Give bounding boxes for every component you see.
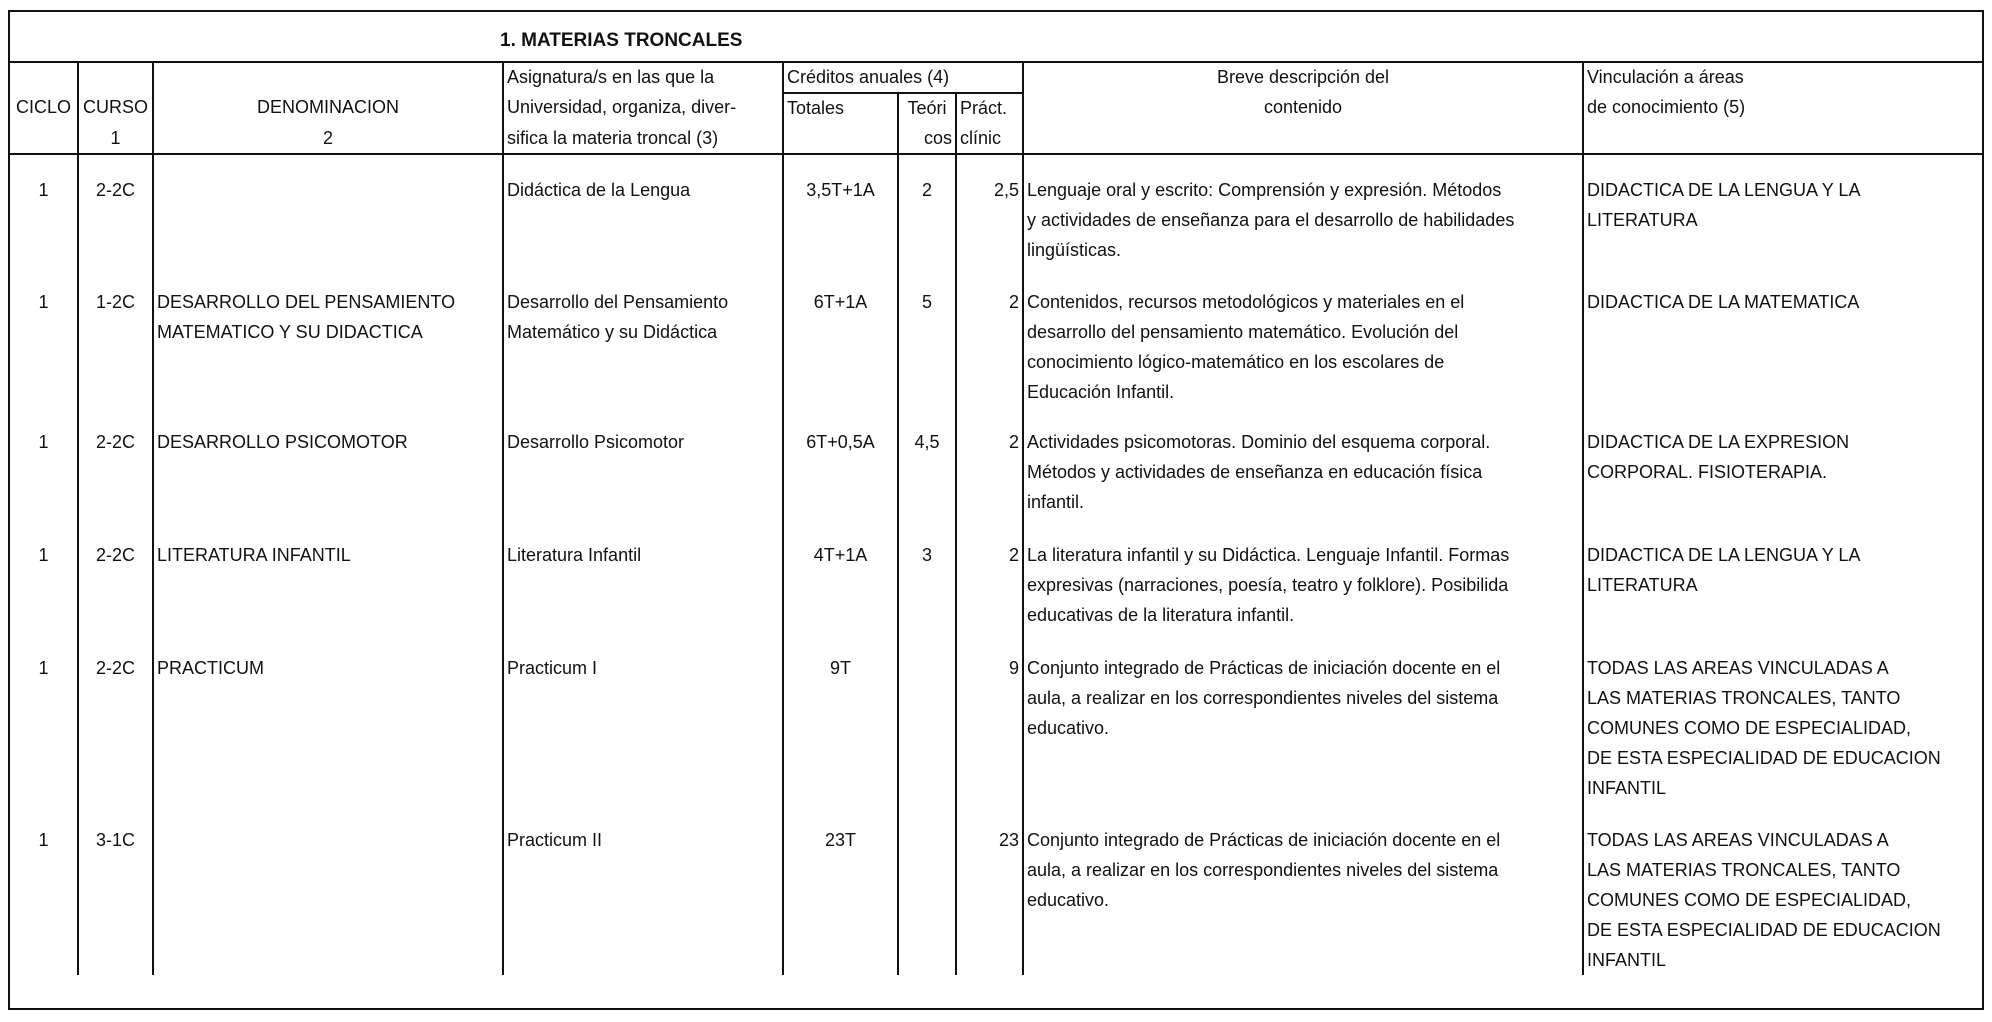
descripcion-cell-line: Conjunto integrado de Prácticas de iniciación docente en el bbox=[1027, 830, 1501, 850]
vinculacion-cell bbox=[1583, 154, 1982, 267]
header-practicos-l1: Práct. bbox=[956, 93, 1023, 123]
descripcion-cell-line: lingüísticas. bbox=[1027, 240, 1122, 260]
practicos-cell: 2 bbox=[956, 267, 1023, 407]
curso-cell: 2-2C bbox=[78, 407, 153, 520]
descripcion-cell-line: Conjunto integrado de Prácticas de iniciación docente en el bbox=[1027, 658, 1501, 678]
asignatura-cell bbox=[503, 154, 783, 267]
vinculacion-cell bbox=[1583, 805, 1982, 975]
descripcion-cell-line: y actividades de enseñanza para el desarrollo de habilidades bbox=[1027, 210, 1515, 230]
vinculacion-cell-line: TODAS LAS AREAS VINCULADAS A bbox=[1587, 830, 1889, 850]
descripcion-cell-line: desarrollo del pensamiento matemático. Evolución del bbox=[1027, 322, 1459, 342]
vinculacion-cell-line: DIDACTICA DE LA LENGUA Y LA bbox=[1587, 545, 1861, 565]
vinculacion-cell-line: INFANTIL bbox=[1587, 778, 1667, 798]
asignatura-cell-line: Desarrollo del Pensamiento bbox=[507, 292, 729, 312]
header-teoricos-l2: cos bbox=[898, 123, 956, 154]
vinculacion-cell-line: LITERATURA bbox=[1587, 575, 1698, 595]
header-ciclo-bottom bbox=[10, 123, 78, 154]
header-curso-num: 1 bbox=[78, 123, 153, 154]
totales-cell: 3,5T+1A bbox=[783, 154, 898, 267]
descripcion-cell-line: Métodos y actividades de enseñanza en educación física bbox=[1027, 462, 1483, 482]
asignatura-cell-line: Practicum I bbox=[507, 658, 598, 678]
header-asignatura-l2: Universidad, organiza, diver- bbox=[503, 93, 783, 123]
ciclo-cell: 1 bbox=[38, 432, 49, 452]
vinculacion-cell-line: DIDACTICA DE LA EXPRESION bbox=[1587, 432, 1850, 452]
header-asignatura-l1: Asignatura/s en las que la bbox=[503, 63, 783, 93]
asignatura-cell bbox=[503, 267, 783, 407]
ciclo-cell: 1 bbox=[38, 545, 49, 565]
descripcion-cell-line: educativo. bbox=[1027, 718, 1110, 738]
ciclo-cell: 1 bbox=[38, 658, 49, 678]
practicos-cell: 2 bbox=[956, 520, 1023, 633]
descripcion-cell-line: Educación Infantil. bbox=[1027, 382, 1175, 402]
denominacion-cell-line: DESARROLLO PSICOMOTOR bbox=[157, 432, 408, 452]
vinculacion-cell-line: COMUNES COMO DE ESPECIALIDAD, bbox=[1587, 890, 1912, 910]
vinculacion-cell-line: LAS MATERIAS TRONCALES, TANTO bbox=[1587, 688, 1901, 708]
totales-cell: 6T+0,5A bbox=[783, 407, 898, 520]
descripcion-cell-line: educativo. bbox=[1027, 890, 1110, 910]
curso-cell: 3-1C bbox=[78, 805, 153, 975]
materias-table bbox=[10, 63, 1982, 975]
denominacion-cell-line: LITERATURA INFANTIL bbox=[157, 545, 351, 565]
descripcion-cell bbox=[1023, 154, 1583, 267]
table-row bbox=[10, 805, 1982, 975]
table-row bbox=[10, 267, 1982, 407]
header-vinculacion-l2: de conocimiento (5) bbox=[1583, 93, 1982, 123]
asignatura-cell-line: Matemático y su Didáctica bbox=[507, 322, 718, 342]
denominacion-cell bbox=[153, 154, 503, 267]
descripcion-cell bbox=[1023, 633, 1583, 805]
denominacion-cell-line: PRACTICUM bbox=[157, 658, 264, 678]
header-curso-top bbox=[78, 63, 153, 93]
denominacion-cell bbox=[153, 633, 503, 805]
table-body bbox=[10, 154, 1982, 975]
teoricos-cell bbox=[898, 633, 956, 805]
asignatura-cell bbox=[503, 805, 783, 975]
teoricos-cell: 2 bbox=[898, 154, 956, 267]
denominacion-cell bbox=[153, 407, 503, 520]
curso-cell: 2-2C bbox=[78, 633, 153, 805]
denominacion-cell bbox=[153, 520, 503, 633]
vinculacion-cell-line: DE ESTA ESPECIALIDAD DE EDUCACION bbox=[1587, 920, 1941, 940]
vinculacion-cell bbox=[1583, 407, 1982, 520]
header-creditos: Créditos anuales (4) bbox=[783, 63, 1023, 93]
header-descripcion-bottom bbox=[1023, 123, 1583, 154]
header-ciclo-top bbox=[10, 63, 78, 93]
curso-cell: 2-2C bbox=[78, 154, 153, 267]
totales-cell: 4T+1A bbox=[783, 520, 898, 633]
denominacion-cell-line: MATEMATICO Y SU DIDACTICA bbox=[157, 322, 423, 342]
table-row bbox=[10, 154, 1982, 267]
totales-cell: 9T bbox=[783, 633, 898, 805]
descripcion-cell-line: La literatura infantil y su Didáctica. Lenguaje Infantil. Formas bbox=[1027, 545, 1510, 565]
header-vinculacion-l1: Vinculación a áreas bbox=[1583, 63, 1982, 93]
header-practicos-l2: clínic bbox=[956, 123, 1023, 154]
teoricos-cell: 4,5 bbox=[898, 407, 956, 520]
header-asignatura-l3: sifica la materia troncal (3) bbox=[503, 123, 783, 154]
practicos-cell: 23 bbox=[956, 805, 1023, 975]
vinculacion-cell-line: COMUNES COMO DE ESPECIALIDAD, bbox=[1587, 718, 1912, 738]
teoricos-cell: 3 bbox=[898, 520, 956, 633]
vinculacion-cell-line: DE ESTA ESPECIALIDAD DE EDUCACION bbox=[1587, 748, 1941, 768]
teoricos-cell: 5 bbox=[898, 267, 956, 407]
vinculacion-cell-line: DIDACTICA DE LA MATEMATICA bbox=[1587, 292, 1860, 312]
descripcion-cell bbox=[1023, 267, 1583, 407]
ciclo-cell: 1 bbox=[38, 830, 49, 850]
curso-cell: 2-2C bbox=[78, 520, 153, 633]
table-header bbox=[10, 63, 1982, 154]
table-row bbox=[10, 407, 1982, 520]
descripcion-cell bbox=[1023, 407, 1583, 520]
asignatura-cell bbox=[503, 633, 783, 805]
asignatura-cell-line: Didáctica de la Lengua bbox=[507, 180, 691, 200]
descripcion-cell-line: Actividades psicomotoras. Dominio del esquema corporal. bbox=[1027, 432, 1491, 452]
descripcion-cell-line: Contenidos, recursos metodológicos y materiales en el bbox=[1027, 292, 1465, 312]
table-row bbox=[10, 633, 1982, 805]
practicos-cell: 2 bbox=[956, 407, 1023, 520]
table-row bbox=[10, 520, 1982, 633]
header-descripcion-l1: Breve descripción del bbox=[1023, 63, 1583, 93]
vinculacion-cell bbox=[1583, 520, 1982, 633]
descripcion-cell bbox=[1023, 520, 1583, 633]
denominacion-cell-line: DESARROLLO DEL PENSAMIENTO bbox=[157, 292, 456, 312]
header-totales: Totales bbox=[783, 93, 898, 123]
title-row bbox=[10, 12, 1982, 63]
curso-cell: 1-2C bbox=[78, 267, 153, 407]
asignatura-cell bbox=[503, 407, 783, 520]
denominacion-cell bbox=[153, 805, 503, 975]
header-denominacion: DENOMINACION bbox=[153, 93, 503, 123]
asignatura-cell bbox=[503, 520, 783, 633]
descripcion-cell-line: aula, a realizar en los correspondientes niveles del sistema bbox=[1027, 860, 1499, 880]
header-denominacion-top bbox=[153, 63, 503, 93]
vinculacion-cell-line: LAS MATERIAS TRONCALES, TANTO bbox=[1587, 860, 1901, 880]
practicos-cell: 9 bbox=[956, 633, 1023, 805]
header-vinculacion-bottom bbox=[1583, 123, 1982, 154]
descripcion-cell-line: expresivas (narraciones, poesía, teatro y folklore). Posibilida bbox=[1027, 575, 1509, 595]
descripcion-cell-line: aula, a realizar en los correspondientes niveles del sistema bbox=[1027, 688, 1499, 708]
asignatura-cell-line: Literatura Infantil bbox=[507, 545, 642, 565]
ciclo-cell: 1 bbox=[38, 180, 49, 200]
totales-cell: 6T+1A bbox=[783, 267, 898, 407]
descripcion-cell-line: conocimiento lógico-matemático en los escolares de bbox=[1027, 352, 1445, 372]
ciclo-cell: 1 bbox=[38, 292, 49, 312]
vinculacion-cell bbox=[1583, 633, 1982, 805]
totales-cell: 23T bbox=[783, 805, 898, 975]
descripcion-cell-line: Lenguaje oral y escrito: Comprensión y expresión. Métodos bbox=[1027, 180, 1502, 200]
vinculacion-cell-line: INFANTIL bbox=[1587, 950, 1667, 970]
asignatura-cell-line: Practicum II bbox=[507, 830, 603, 850]
header-denominacion-num: 2 bbox=[153, 123, 503, 154]
vinculacion-cell bbox=[1583, 267, 1982, 407]
header-ciclo: CICLO bbox=[15, 97, 71, 117]
descripcion-cell-line: infantil. bbox=[1027, 492, 1085, 512]
practicos-cell: 2,5 bbox=[956, 154, 1023, 267]
denominacion-cell bbox=[153, 267, 503, 407]
header-totales-bottom bbox=[783, 123, 898, 154]
descripcion-cell-line: educativas de la literatura infantil. bbox=[1027, 605, 1295, 625]
asignatura-cell-line: Desarrollo Psicomotor bbox=[507, 432, 685, 452]
header-curso: CURSO bbox=[78, 93, 153, 123]
vinculacion-cell-line: LITERATURA bbox=[1587, 210, 1698, 230]
descripcion-cell bbox=[1023, 805, 1583, 975]
header-teoricos-l1: Teóri bbox=[898, 93, 956, 123]
teoricos-cell bbox=[898, 805, 956, 975]
vinculacion-cell-line: DIDACTICA DE LA LENGUA Y LA bbox=[1587, 180, 1861, 200]
section-title: 1. MATERIAS TRONCALES bbox=[500, 30, 743, 51]
header-descripcion-l2: contenido bbox=[1023, 93, 1583, 123]
vinculacion-cell-line: TODAS LAS AREAS VINCULADAS A bbox=[1587, 658, 1889, 678]
vinculacion-cell-line: CORPORAL. FISIOTERAPIA. bbox=[1587, 462, 1828, 482]
